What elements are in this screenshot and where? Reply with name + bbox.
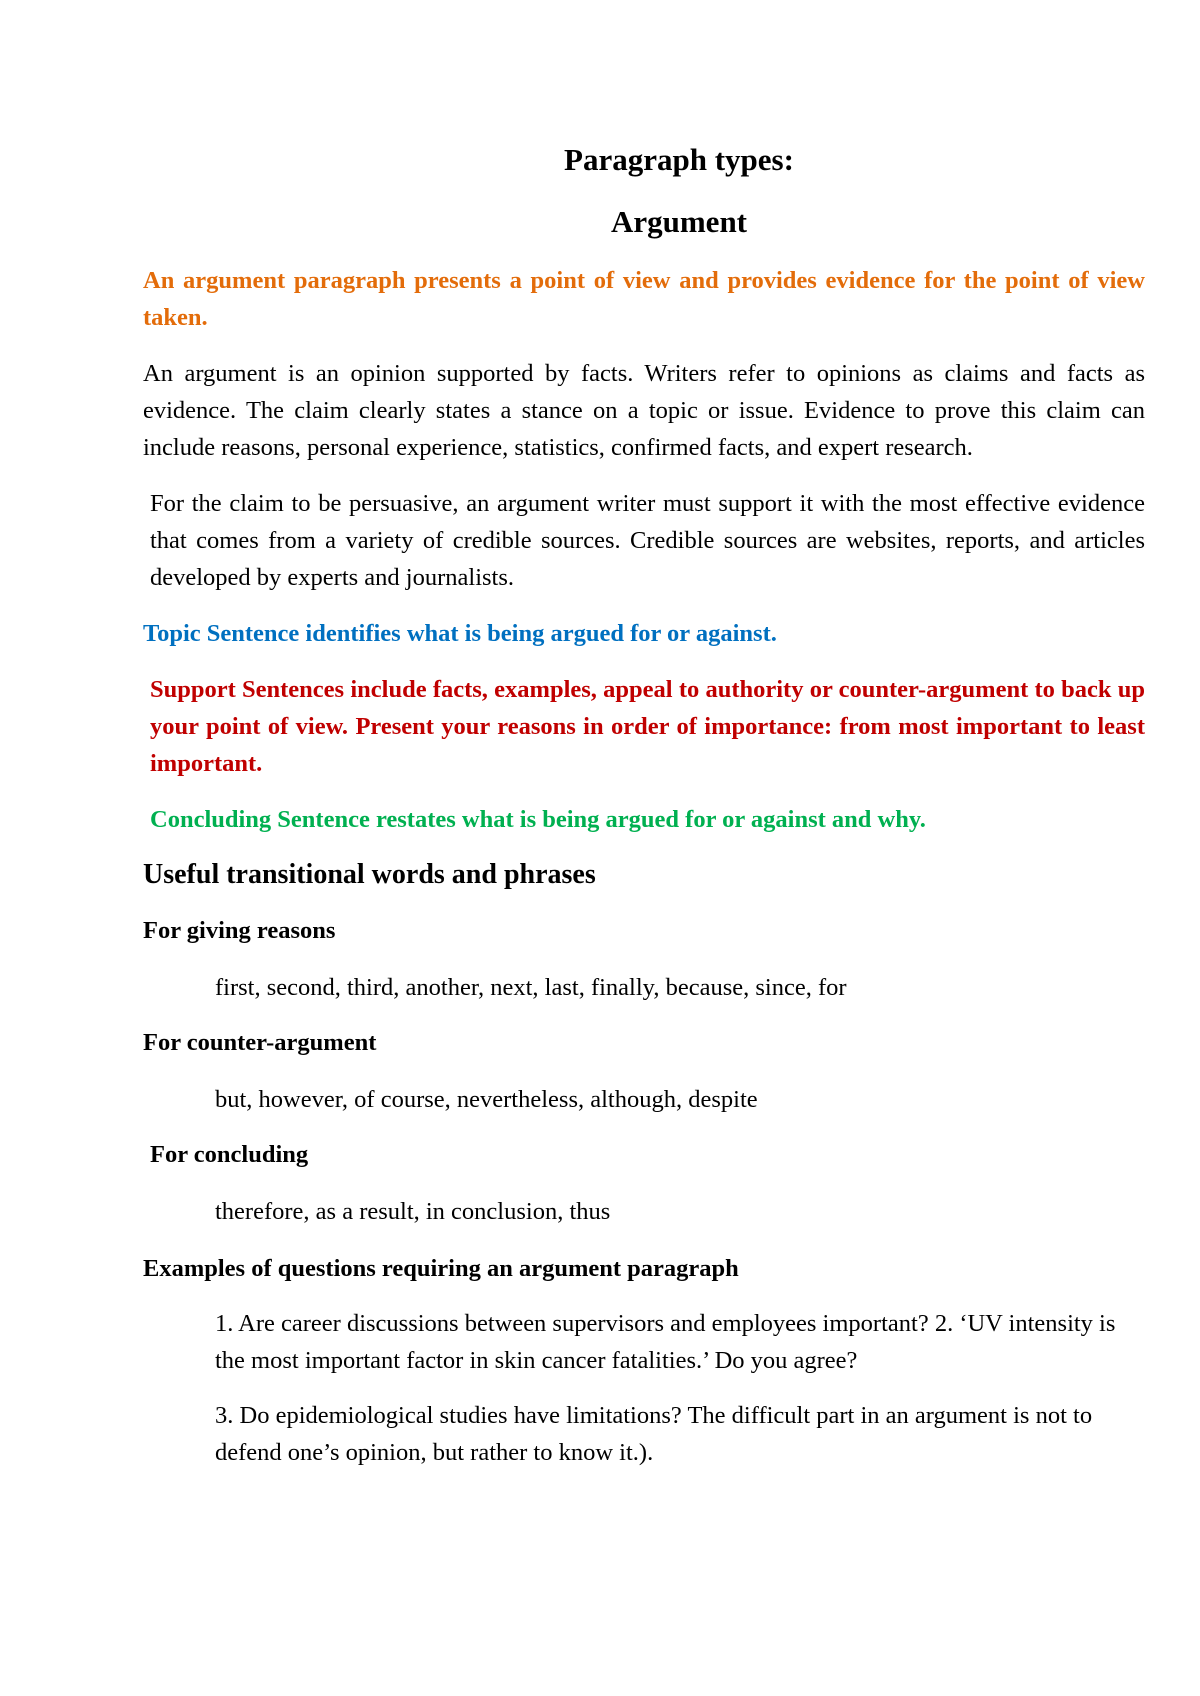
- page-subtitle: Argument: [610, 204, 748, 239]
- transition-group-label: For concluding: [150, 1141, 309, 1168]
- page-title: Paragraph types:: [564, 142, 794, 177]
- transition-group-words: first, second, third, another, next, last, finally, because, since, for: [215, 974, 847, 1001]
- support-sentences-note: Support Sentences include facts, examples, appeal to authority or counter-argument to back up your point of view. Present your reasons in order of importance: from most important to least important.: [150, 676, 1145, 777]
- body-paragraph-2: For the claim to be persuasive, an argument writer must support it with the most effective evidence that comes from a variety of credible sources. Credible sources are websites, reports, and articles developed by experts and journalists.: [150, 490, 1145, 591]
- transitions-heading: Useful transitional words and phrases: [143, 859, 596, 890]
- examples-heading: Examples of questions requiring an argument paragraph: [143, 1255, 739, 1282]
- concluding-sentence-note: Concluding Sentence restates what is being argued for or against and why.: [150, 806, 926, 833]
- example-question: 3. Do epidemiological studies have limitations? The difficult part in an argument is not to defend one’s opinion, but rather to know it.).: [215, 1402, 1093, 1466]
- transition-group-label: For giving reasons: [143, 917, 336, 944]
- body-paragraph-1: An argument is an opinion supported by facts. Writers refer to opinions as claims and facts as evidence. The claim clearly states a stance on a topic or issue. Evidence to prove this claim can include reasons, personal experience, statistics, confirmed facts, and expert research.: [143, 360, 1145, 461]
- lead-definition: An argument paragraph presents a point of view and provides evidence for the point of view taken.: [143, 267, 1145, 331]
- transition-group-words: therefore, as a result, in conclusion, thus: [215, 1198, 611, 1225]
- document-page: [143, 140, 1145, 1471]
- example-question: 1. Are career discussions between supervisors and employees important? 2. ‘UV intensity is the most important factor in skin cancer fatalities.’ Do you agree?: [215, 1310, 1116, 1374]
- transition-group-label: For counter-argument: [143, 1029, 377, 1056]
- transition-group-words: but, however, of course, nevertheless, although, despite: [215, 1086, 758, 1113]
- topic-sentence-note: Topic Sentence identifies what is being argued for or against.: [143, 620, 777, 647]
